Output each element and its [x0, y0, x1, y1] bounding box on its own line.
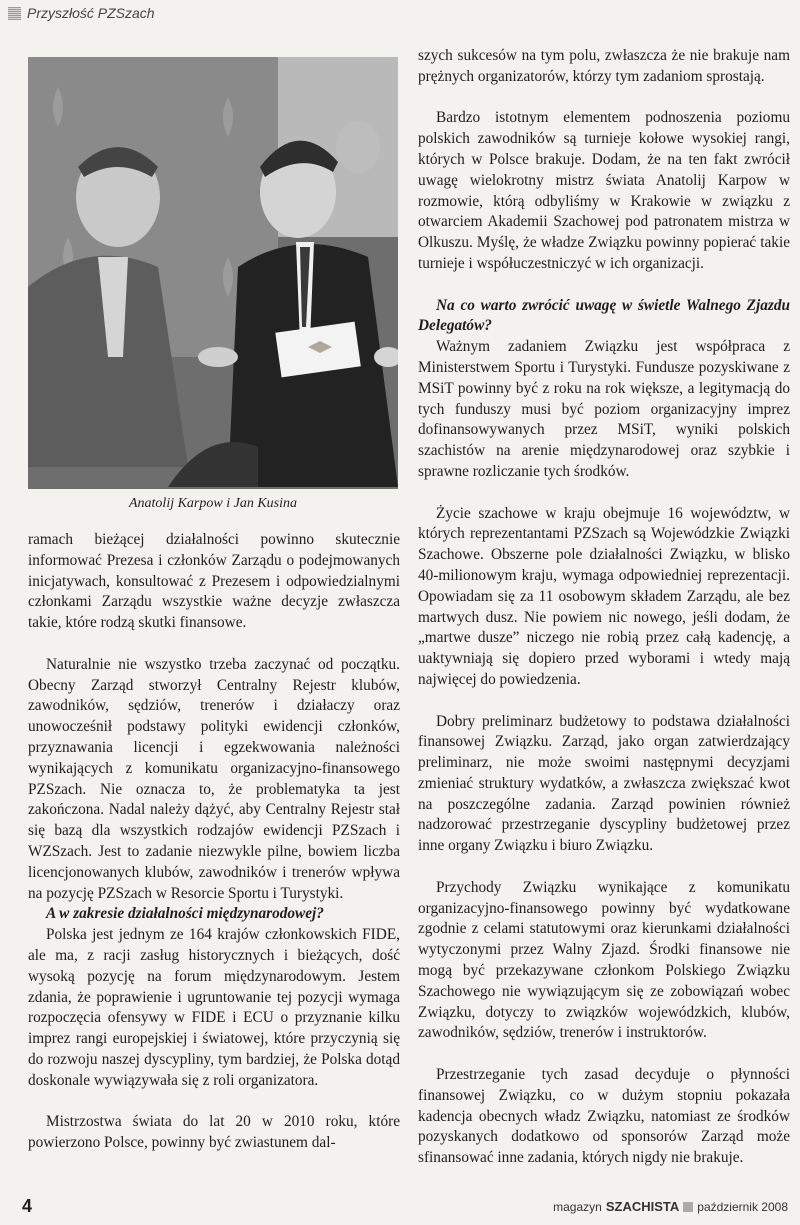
section-heading: Na co warto zwrócić uwagę w świetle Walnego Zjazdu Delegatów?	[418, 296, 790, 335]
paragraph: Mistrzostwa świata do lat 20 w 2010 roku, które powierzono Polsce, powinny być zwiastunem dal-	[28, 1113, 400, 1152]
footer-square-icon	[683, 1202, 693, 1212]
left-column	[28, 530, 400, 1154]
section-heading: A w zakresie działalności międzynarodowej?	[46, 905, 324, 923]
page-number: 4	[22, 1196, 33, 1216]
issue-date: październik 2008	[697, 1199, 788, 1214]
paragraph: Dobry preliminarz budżetowy to podstawa działalności finansowej Związku. Zarząd, jako organ zatwierdzający preliminarz, nie może swoimi następnymi decyzjami zmieniać struktury wydatków, a zwłaszcza zwiększać kwot na poszczególne zadania. Zarząd powinien również nadzorować przestrzeganie dyscypliny budżetowej przez inne organy Związku i biuro Związku.	[418, 712, 790, 855]
paragraph: Ważnym zadaniem Związku jest współpraca z Ministerstwem Sportu i Turystyki. Fundusze pozyskiwane z MSiT powinny być z roku na rok większe, a legitymacją do tych funduszy musi być poziom organizacyjny imprez dofinansowywanych przez MSiT, wyniki polskich szachistów na arenie międzynarodowej oraz szybkie i sprawne rozliczanie tych środków.	[418, 338, 790, 480]
section-header	[8, 2, 155, 24]
paragraph: Przestrzeganie tych zasad decyduje o płynności finansowej Związku, co w dużym stopniu pokazała kadencja obecnych władz Związku, natomiast ze środków pozyskanych dodatkowo od sponsorów Zarząd może sfinansować inne zadania, których nigdy nie brakuje.	[418, 1066, 790, 1167]
section-title: Przyszłość PZSzach	[27, 5, 155, 21]
paragraph: ramach bieżącej działalności powinno skutecznie informować Prezesa i członków Zarządu o podejmowanych inicjatywach, konsultować z Prezesem i odpowiedzialnymi członkami Zarządu wszystkie ważne decyzje zwłaszcza takie, które rodzą skutki finansowe.	[28, 531, 400, 632]
photo-karpow-kusina	[28, 57, 398, 489]
photo-caption: Anatolij Karpow i Jan Kusina	[128, 496, 297, 511]
paragraph: Polska jest jednym ze 164 krajów członkowskich FIDE, ale ma, z racji zasług historycznych i bieżących, dość wysoką pozycję na forum międzynarodowym. Jestem zdania, że poprawienie i ugruntowanie tej pozycji wymaga rozpoczęcia ofensywy w FIDE i ECU o przyznanie kilku imprez rangi europejskiej i światowej, które przyczynią się do rozwoju naszej dyscypliny, tym bardziej, że Polska dotąd doskonale wywiązywała się z roli organizatora.	[28, 926, 400, 1089]
magazine-name: SZACHISTA	[605, 1199, 680, 1214]
paragraph: Naturalnie nie wszystko trzeba zaczynać od początku. Obecny Zarząd stworzył Centralny Rejestr klubów, zawodników, sędziów, trenerów i działaczy oraz unowocześnił podstawy polityki ewidencji członków, przyznawania licencji i egzekwowania należności wynikających z komunikatu organizacyjno-finansowego PZSzach. Nie oznacza to, że problematyka ta jest zakończona. Nadal należy dążyć, aby Centralny Rejestr stał się bazą dla wszystkich rodzajów ewidencji PZSzach i WZSzach. Jest to zadanie niezwykle pilne, bowiem liczba licencjonowanych klubów, zawodników i trenerów wpływa na pozycję PZSzach w Resorcie Sportu i Turystyki.	[28, 655, 400, 902]
paragraph: Życie szachowe w kraju obejmuje 16 województw, w których reprezentantami PZSzach są Wojewódzkie Związki Szachowe. Obszerne pole działalności Związku, w blisko 40-milionowym kraju, wymaga odpowiedniej reprezentacji. Opowiadam się za 11 osobowym składem Zarządu, ale bez martwych dusz. Nie powiem nic nowego, jeśli dodam, że „martwe dusze” niczego nie robią przez całą kadencję, a uaktywniają się dopiero przed wyborami i wtedy mają najwięcej do powiedzenia.	[418, 504, 790, 688]
header-square-icon	[8, 7, 21, 20]
article-photo	[28, 57, 398, 489]
magazine-prefix: magazyn	[553, 1199, 602, 1214]
paragraph: Przychody Związku wynikające z komunikatu organizacyjno-finansowego powinny być wydatkowane zgodnie z celami statutowymi oraz kierunkami działalności wytyczonymi przez Walny Zjazd. Środki finansowe nie mogą być przekazywane członkom Polskiego Związku Szachowego nie wywiązującym się ze zobowiązań wobec Związku, dotyczy to związków wojewódzkich, klubów, zawodników, sędziów, trenerów i instruktorów.	[418, 878, 790, 1042]
paragraph: szych sukcesów na tym polu, zwłaszcza że nie brakuje nam prężnych organizatorów, którzy tym zadaniom sprostają.	[418, 47, 790, 85]
paragraph: Bardzo istotnym elementem podnoszenia poziomu polskich zawodników są turnieje kołowe wysokiej rangi, których w Polsce brakuje. Dodam, że na ten fakt zwrócił uwagę wielokrotny mistrz świata Anatolij Karpow w rozmowie, którą odbyliśmy w Krakowie w związku z otwarciem Akademii Szachowej pod patronatem mistrza w Olkuszu. Myślę, że władze Związku powinny popierać takie turnieje i współuczestniczyć w ich organizacji.	[418, 109, 790, 272]
magazine-footer	[553, 1199, 788, 1214]
right-column	[418, 46, 790, 1169]
